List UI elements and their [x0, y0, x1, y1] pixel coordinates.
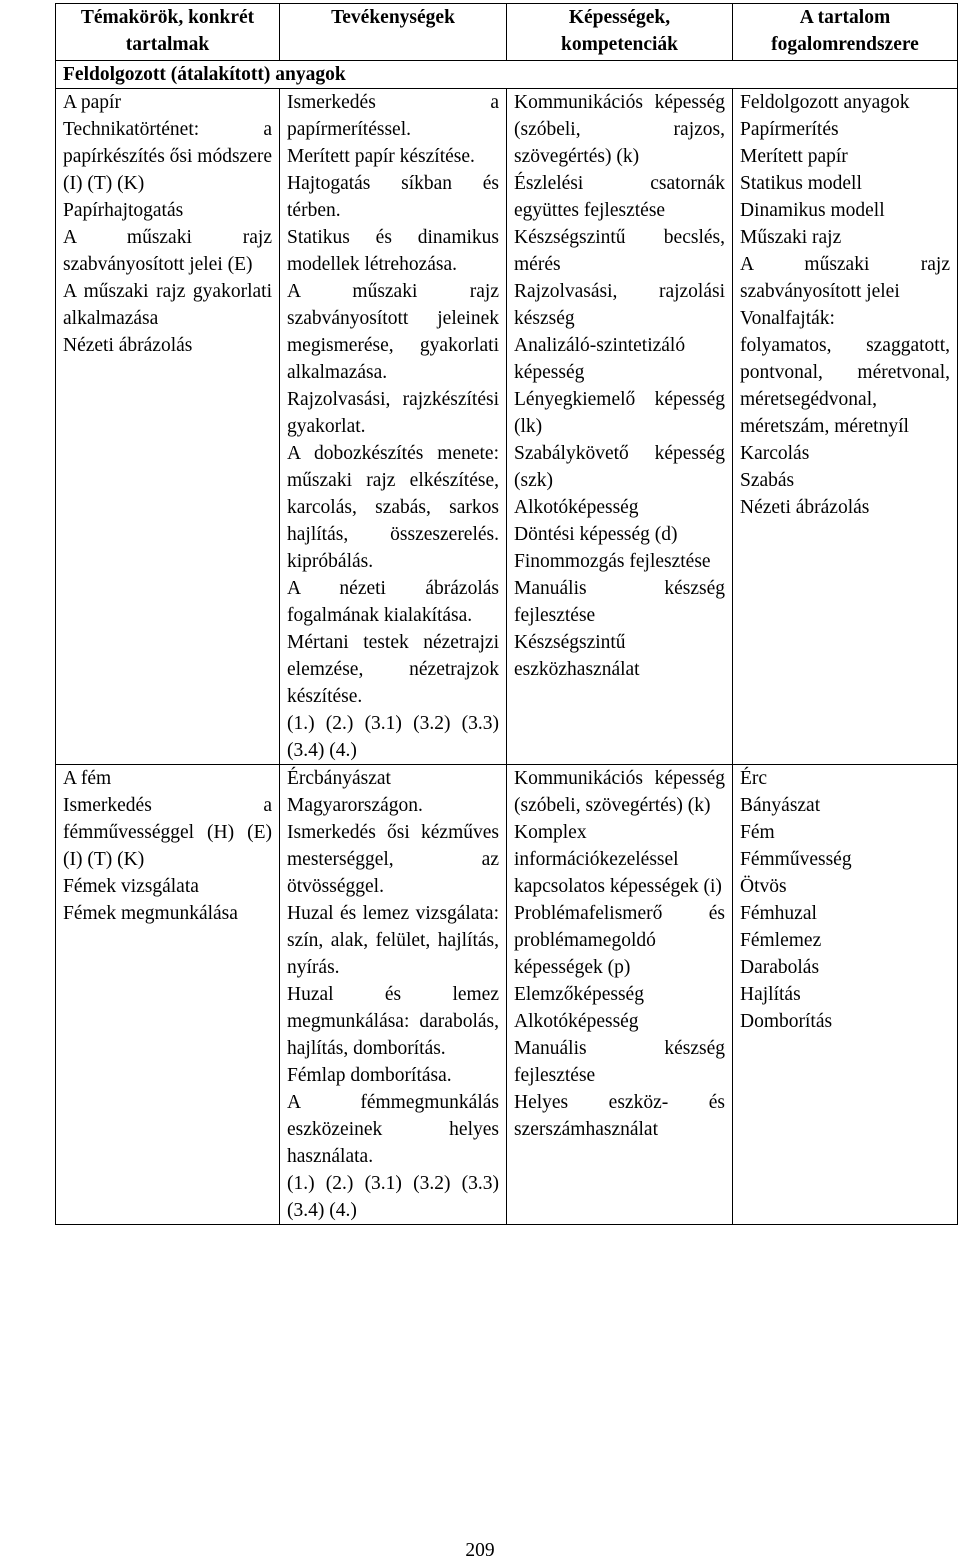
table-row	[56, 765, 958, 1225]
skill-item: Komplex információkezeléssel kapcsolatos képességek (i)	[514, 822, 722, 897]
topic-item: Fémek vizsgálata	[63, 876, 199, 897]
skill-item: Rajzolvasási, rajzolási készség	[514, 281, 725, 329]
concept-item: Bányászat	[740, 795, 821, 816]
activities-cell	[280, 765, 507, 1225]
concept-item: folyamatos, szaggatott, pontvonal, méretvonal, méretsegédvonal, méretszám, méretnyíl	[740, 335, 950, 437]
curriculum-table	[55, 3, 958, 1225]
topics-cell	[56, 89, 280, 765]
activity-item: Merített papír készítése.	[287, 146, 475, 167]
concept-item: Vonalfajták:	[740, 308, 835, 329]
concept-item: Fém	[740, 822, 775, 843]
concepts-cell	[733, 89, 958, 765]
activity-item: Hajtogatás síkban és térben.	[287, 173, 499, 221]
concept-item: Ötvös	[740, 876, 787, 897]
topic-item: Ismerkedés a fémművességgel (H) (E) (I) (T) (K)	[63, 795, 272, 870]
concept-item: Domborítás	[740, 1011, 833, 1032]
skill-item: Készségszintű eszközhasználat	[514, 632, 640, 680]
skill-item: Finommozgás fejlesztése	[514, 551, 711, 572]
header-topics: Témakörök, konkrét tartalmak	[56, 4, 280, 61]
activity-item: Statikus és dinamikus modellek létrehozása.	[287, 227, 499, 275]
concept-item: Darabolás	[740, 957, 820, 978]
skill-item: Kommunikációs képesség (szóbeli, szövegértés) (k)	[514, 768, 725, 816]
concept-item: Statikus modell	[740, 173, 862, 194]
concept-item: Szabás	[740, 470, 795, 491]
activity-item: Fémlap domborítása.	[287, 1065, 452, 1086]
concept-item: Feldolgozott anyagok	[740, 92, 910, 113]
topic-item: Fémek megmunkálása	[63, 903, 238, 924]
concept-item: A műszaki rajz szabványosított jelei	[740, 254, 950, 302]
activity-item: Rajzolvasási, rajzkészítési gyakorlat.	[287, 389, 499, 437]
skills-cell	[507, 765, 733, 1225]
topic-item: A fém	[63, 768, 112, 789]
header-activities: Tevékenységek	[280, 4, 507, 61]
table-row	[56, 89, 958, 765]
concept-item: Fémhuzal	[740, 903, 817, 924]
skill-item: Analizáló-szintetizáló képesség	[514, 335, 686, 383]
concept-item: Papírmerítés	[740, 119, 839, 140]
activity-item: Huzal és lemez vizsgálata: szín, alak, felület, hajlítás, nyírás.	[287, 903, 499, 978]
topic-item: A papír	[63, 92, 121, 113]
activity-item: A nézeti ábrázolás fogalmának kialakítása.	[287, 578, 499, 626]
topic-item: A műszaki rajz gyakorlati alkalmazása	[63, 281, 272, 329]
skill-item: Észlelési csatornák együttes fejlesztése	[514, 173, 725, 221]
activity-item: Mértani testek nézetrajzi elemzése, nézetrajzok készítése.	[287, 632, 499, 707]
topics-cell	[56, 765, 280, 1225]
skills-cell	[507, 89, 733, 765]
section-title: Feldolgozott (átalakított) anyagok	[56, 61, 958, 89]
concepts-cell	[733, 765, 958, 1225]
section-row	[56, 61, 958, 89]
skill-item: Elemzőképesség	[514, 984, 644, 1005]
skill-item: Készségszintű becslés, mérés	[514, 227, 725, 275]
header-skills: Képességek, kompetenciák	[507, 4, 733, 61]
concept-item: Hajlítás	[740, 984, 801, 1005]
skill-item: Döntési képesség (d)	[514, 524, 678, 545]
activities-cell	[280, 89, 507, 765]
header-concepts: A tartalom fogalomrendszere	[733, 4, 958, 61]
skill-item: Problémafelismerő és problémamegoldó képességek (p)	[514, 903, 725, 978]
topic-item: A műszaki rajz szabványosított jelei (E)	[63, 227, 272, 275]
skill-item: Lényegkiemelő képesség (lk)	[514, 389, 725, 437]
activity-item: A műszaki rajz szabványosított jeleinek megismerése, gyakorlati alkalmazása.	[287, 281, 499, 383]
activity-item: A dobozkészítés menete: műszaki rajz elkészítése, karcolás, szabás, sarkos hajlítás, összeszerelés. kipróbálás.	[287, 443, 499, 572]
activity-item: (1.) (2.) (3.1) (3.2) (3.3) (3.4) (4.)	[287, 1173, 499, 1221]
skill-item: Alkotóképesség	[514, 497, 639, 518]
topic-item: Technikatörténet: a papírkészítés ősi módszere (I) (T) (K)	[63, 119, 273, 194]
concept-item: Dinamikus modell	[740, 200, 885, 221]
concept-item: Érc	[740, 768, 768, 789]
skill-item: Szabálykövető képesség (szk)	[514, 443, 725, 491]
topic-item: Nézeti ábrázolás	[63, 335, 193, 356]
activity-item: Ismerkedés ősi kézműves mesterséggel, az ötvösséggel.	[287, 822, 499, 897]
concept-item: Nézeti ábrázolás	[740, 497, 870, 518]
skill-item: Manuális készség fejlesztése	[514, 578, 725, 626]
activity-item: Ismerkedés a papírmerítéssel.	[287, 92, 499, 140]
topic-item: Papírhajtogatás	[63, 200, 184, 221]
concept-item: Merített papír	[740, 146, 848, 167]
concept-item: Műszaki rajz	[740, 227, 842, 248]
concept-item: Karcolás	[740, 443, 810, 464]
activity-item: Huzal és lemez megmunkálása: darabolás, hajlítás, domborítás.	[287, 984, 499, 1059]
activity-item: A fémmegmunkálás eszközeinek helyes használata.	[287, 1092, 499, 1167]
skill-item: Kommunikációs képesség (szóbeli, rajzos, szövegértés) (k)	[514, 92, 725, 167]
concept-item: Fémlemez	[740, 930, 822, 951]
skill-item: Manuális készség fejlesztése	[514, 1038, 725, 1086]
activity-item: Ércbányászat Magyarországon.	[287, 768, 423, 816]
page-number: 209	[465, 1540, 495, 1561]
header-row	[56, 4, 958, 61]
skill-item: Helyes eszköz- és szerszámhasználat	[514, 1092, 725, 1140]
skill-item: Alkotóképesség	[514, 1011, 639, 1032]
concept-item: Fémművesség	[740, 849, 852, 870]
activity-item: (1.) (2.) (3.1) (3.2) (3.3) (3.4) (4.)	[287, 713, 499, 761]
